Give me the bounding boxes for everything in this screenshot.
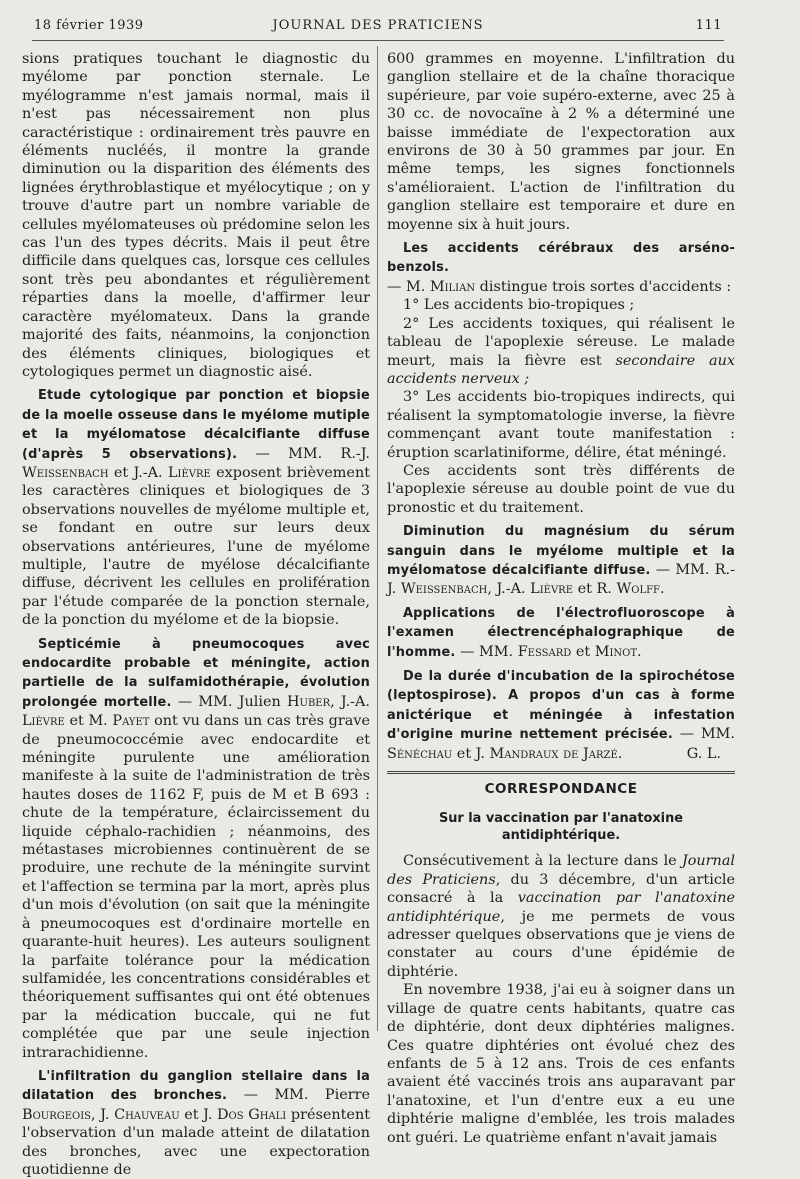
author-name: Milian	[429, 278, 476, 295]
abstract-title: Etude cytologique par ponction et biopsie de la moelle osseuse dans le myélome mutiple et la myélomatose décalcifiante diffuse (d'après 5 observations).	[22, 388, 370, 462]
author-name: Sénéchau	[387, 745, 453, 762]
running-head	[32, 14, 724, 41]
author-name: Huber	[286, 693, 331, 710]
right-column	[387, 50, 735, 1147]
abstract-body: exposent brièvement les caractères cliniques et biologiques de 3 observations nouvelles de myélome multiple et, se fondant en outre sur leurs deux observations antérieures, l'une de myélome multiple, l'autre de myélose décalcifiante diffuse, décrivent les cellules en prolifération par l'étude comparée de la ponction sternale, de la ponction du myélome et de la biopsie.	[22, 464, 371, 629]
abstract-cytologie: Etude cytologique par ponction et biopsie de la moelle osseuse dans le myélome mutiple et la myélomatose décalcifiante diffuse (d'après 5 observations). — MM. R.-J. Weissenbach et J.-A. Lièvre exposent brièvement les caractères cliniques et biologiques de 3 observations nouvelles de myélome multiple et, se fondant en outre sur leurs deux observations antérieures, l'une de myélome multiple, l'autre de myélose décalcifiante diffuse, décrivent les cellules en prolifération par l'étude comparée de la ponction sternale, de la ponction du myélome et de la biopsie.	[22, 388, 371, 629]
author-name: Bourgeois	[22, 1106, 92, 1123]
issue-date: 18 février 1939	[34, 18, 144, 33]
abstract-electrofluoroscope: Applications de l'électrofluoroscope à l'examen électrencéphalographique de l'homme. — MM. Fessard et Minot.	[387, 605, 735, 660]
author-name: Fessard	[517, 643, 572, 660]
paragraph-conclusion: Ces accidents sont très différents de l'apoplexie séreuse au double point de vue du pronostic et du traitement.	[387, 462, 735, 516]
list-item: 3° Les accidents bio-tropiques indirects, qui réalisent la symptomatologie inverse, la fièvre commençant avant toute manifestation : éruption scarlatiniforme, délire, état méningé.	[387, 389, 735, 461]
abstract-title: Les accidents cérébraux des arséno-benzols.	[387, 241, 735, 276]
author-name: Payet	[112, 713, 150, 730]
abstract-magnesium: Diminution du magnésium du sérum sanguin dans le myélome multiple et la myélomatose décalcifiante diffuse. — MM. R.-J. Weissenbach, J.-A. Lièvre et R. Wolff.	[387, 524, 735, 598]
author-name: Minot	[594, 643, 638, 660]
abstract-body: ont vu dans un cas très grave de pneumococcémie avec endocardite et méningite purulente une amélioration manifeste à la suite de l'administration de très hautes doses de 1162 F, puis de M et B 693 : chute de la température, éclaircissement du liquide céphalo-rachidien ; néanmoins, des métastases microbiennes continuèrent de se produire, une rechute de la méningite survint et l'affection se termina par la mort, après plus d'un mois d'évolution (on sait que la méningite à pneumocoques est d'ordinaire mortelle en quarante-huit heures). Les auteurs soulignent la parfaite tolérance pour la médication sulfamidée, les concentrations considérables et théoriquement suffisantes qui ont été obtenues par la médication buccale, qui ne fut complétée que par une seule injection intrarachidienne.	[22, 713, 370, 1061]
abstract-septicemie: Septicémie à pneumocoques avec endocardite probable et méningite, action partielle de la sulfamidothérapie, évolution prolongée mortelle. — MM. Julien Huber, J.-A. Lièvre et M. Payet ont vu dans un cas très grave de pneumococcémie avec endocardite et méningite purulente une amélioration manifeste à la suite de l'administration de très hautes doses de 1162 F, puis de M et B 693 : chute de la température, éclaircissement du liquide céphalo-rachidien ; néanmoins, des métastases microbiennes continuèrent de se produire, une rechute de la méningite survint et l'affection se termina par la mort, après plus d'un mois d'évolution (on sait que la méningite à pneumocoques est d'ordinaire mortelle en quarante-huit heures). Les auteurs soulignent la parfaite tolérance pour la médication sulfamidée, les concentrations considérables et théoriquement suffisantes qui ont été obtenues par la médication buccale, qui ne fut complétée que par une seule injection intrarachidienne.	[22, 636, 370, 1061]
author-name: Dos Ghali	[217, 1106, 287, 1123]
author-name: Lièvre	[530, 581, 574, 598]
list-item: 1° Les accidents bio-tropiques ;	[403, 297, 635, 314]
abstract-ganglion-stellaire: L'infiltration du ganglion stellaire dans la dilatation des bronches. — MM. Pierre Bourgeois, J. Chauveau et J. Dos Ghali présentent l'observation d'un malade atteint de dilatation des bronches, avec une expectoration quotidienne de	[22, 1068, 371, 1178]
list-item: 2° Les accidents toxiques, qui réalisent le tableau de l'apoplexie séreuse. Le malade meurt, mais la fièvre est secondaire aux accidents nerveux ;	[387, 315, 735, 387]
paragraph-myelome-diagnostic: sions pratiques touchant le diagnostic du myélome par ponction sternale. Le myélogramme n'est jamais normal, mais il n'est pas nécessairement non plus caractéristique : ordinairement très pauvre en éléments nucléés, il montre la grande diminution ou la disparition des éléments des lignées érythroblastique et myélocytique ; on y trouve d'autre part un nombre variable de cellules myélomateuses où prédomine selon les cas l'un des types décrits. Mais il peut être difficile dans quelques cas, lorsque ces cellules sont très peu abondantes et régulièrement réparties dans la moelle, d'affirmer leur caractère myélomateux. Dans la grande majorité des faits, néanmoins, la conjonction des éléments cliniques, biologiques et cytologiques permet un diagnostic aisé.	[22, 51, 370, 380]
page-number: 111	[695, 18, 722, 33]
column-divider	[377, 46, 378, 1031]
author-name: Mandraux de Jarzé	[489, 745, 618, 762]
abstract-title: Applications de l'électrofluoroscope à l'examen électrencéphalographique de l'homme.	[387, 605, 735, 660]
abstract-title: L'infiltration du ganglion stellaire dans la dilatation des bronches.	[22, 1068, 370, 1104]
journal-title: JOURNAL DES PRATICIENS	[272, 18, 484, 33]
author-name: Weissenbach	[400, 581, 488, 598]
article-subtitle: Sur la vaccination par l'anatoxine antidiphtérique.	[438, 811, 684, 844]
abstract-title: De la durée d'incubation de la spirochétose (leptospirose). A propos d'un cas à forme anictérique et méningée à infestation d'origine murine nettement précisée.	[387, 669, 735, 743]
author-name: Chauveau	[114, 1106, 180, 1123]
section-heading: CORRESPONDANCE	[484, 781, 638, 798]
abstract-arseno-benzols: Les accidents cérébraux des arséno-benzols. — M. Milian distingue trois sortes d'accidents :	[387, 241, 735, 295]
abstract-body: présentent l'observation d'un malade atteint de dilatation des bronches, avec une expectoration quotidienne de	[22, 1106, 370, 1178]
author-name: Weissenbach	[22, 464, 109, 481]
author-name: Lièvre	[22, 713, 65, 730]
left-column	[22, 50, 370, 1179]
paragraph-ganglion-continued: 600 grammes en moyenne. L'infiltration du ganglion stellaire et de la chaîne thoracique supérieure, par voie supéro-externe, avec 25 à 30 cc. de novocaïne à 2 % a déterminé une baisse immédiate de l'expectoration aux environs de 30 à 50 grammes par jour. En même temps, les signes fonctionnels s'amélioraient. L'action de l'infiltration du ganglion stellaire est temporaire et dure en moyenne six à huit jours.	[387, 51, 735, 233]
signature: G. L.	[686, 745, 721, 762]
paragraph-correspondance-2: En novembre 1938, j'ai eu à soigner dans un village de quatre cents habitants, quatre cas de diphtérie, dont deux diphtéries malignes. Ces quatre diphtéries ont évolué chez des enfants de 5 à 12 ans. Trois de ces enfants avaient été vaccinés trois ans auparavant par l'anatoxine, et l'un d'entre eux a eu une diphtérie maligne d'emblée, les trois malades ont guéri. Le quatrième enfant n'avait jamais	[387, 982, 735, 1146]
paragraph-correspondance-1: Consécutivement à la lecture dans le Journal des Praticiens, du 3 décembre, d'un article consacré à la vaccination par l'anatoxine antidiphtérique, je me permets de vous adresser quelques observations que je viens de constater au cours d'une épidémie de diphtérie.	[387, 853, 735, 980]
abstract-title: Diminution du magnésium du sérum sanguin dans le myélome multiple et la myélomatose décalcifiante diffuse.	[387, 524, 735, 578]
author-name: Lièvre	[167, 464, 211, 481]
section-divider	[387, 771, 735, 774]
abstract-title: Septicémie à pneumocoques avec endocardite probable et méningite, action partielle de la sulfamidothérapie, évolution prolongée mortelle.	[22, 636, 370, 710]
abstract-spirochetose: De la durée d'incubation de la spirochétose (leptospirose). A propos d'un cas à forme anictérique et méningée à infestation d'origine murine nettement précisée. — MM. Sénéchau et J. Mandraux de Jarzé. G. L.	[387, 669, 735, 762]
author-name: Wolff	[616, 581, 660, 598]
